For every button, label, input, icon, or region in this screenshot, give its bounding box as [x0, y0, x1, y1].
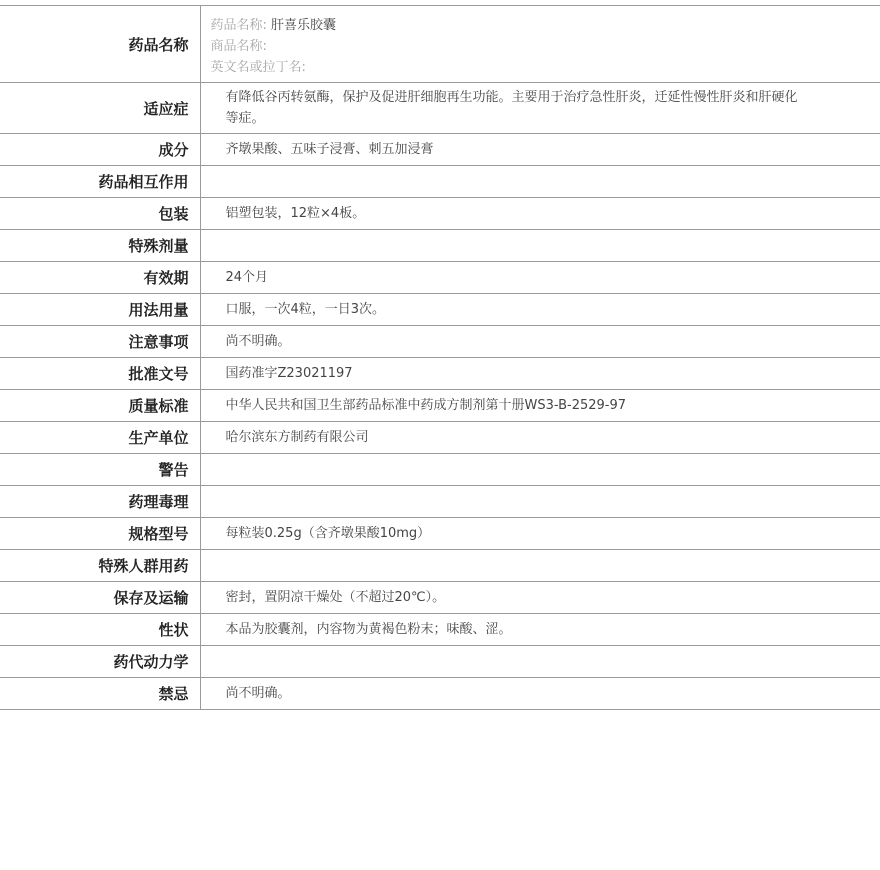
- table-row-indications: [0, 83, 880, 134]
- field-value-drug-name: [200, 6, 880, 83]
- field-label-packaging: 包装: [0, 198, 200, 230]
- field-label-quality-standard: 质量标准: [0, 390, 200, 422]
- field-label-pharmacology: 药理毒理: [0, 486, 200, 518]
- field-label-manufacturer: 生产单位: [0, 422, 200, 454]
- table-row-quality-standard: [0, 390, 880, 422]
- field-value-shelf-life: 24个月: [200, 262, 880, 294]
- field-value-interactions: [200, 166, 880, 198]
- field-label-storage: 保存及运输: [0, 582, 200, 614]
- field-label-interactions: 药品相互作用: [0, 166, 200, 198]
- field-label-special-dosage: 特殊剂量: [0, 230, 200, 262]
- field-label-description: 性状: [0, 614, 200, 646]
- field-label-contraindications: 禁忌: [0, 678, 200, 710]
- generic-name-line: [211, 15, 801, 36]
- field-label-specification: 规格型号: [0, 518, 200, 550]
- table-row-specification: [0, 518, 880, 550]
- field-value-usage: 口服，一次4粒，一日3次。: [200, 294, 880, 326]
- field-value-ingredients: 齐墩果酸、五味子浸膏、刺五加浸膏: [200, 134, 880, 166]
- field-value-pharmacology: [200, 486, 880, 518]
- field-label-shelf-life: 有效期: [0, 262, 200, 294]
- drug-info-table: [0, 5, 880, 710]
- trade-name-key: 商品名称:: [210, 39, 267, 54]
- table-row-warning: [0, 454, 880, 486]
- field-value-specification: 每粒装0.25g（含齐墩果酸10mg）: [200, 518, 880, 550]
- table-row-storage: [0, 582, 880, 614]
- table-row-contraindications: [0, 678, 880, 710]
- table-row-precautions: [0, 326, 880, 358]
- table-row-ingredients: [0, 134, 880, 166]
- field-label-special-populations: 特殊人群用药: [0, 550, 200, 582]
- field-label-warning: 警告: [0, 454, 200, 486]
- table-row-usage: [0, 294, 880, 326]
- english-name-line: [211, 57, 801, 78]
- table-row-description: [0, 614, 880, 646]
- table-row-special-populations: [0, 550, 880, 582]
- table-row-manufacturer: [0, 422, 880, 454]
- english-name-key: 英文名或拉丁名:: [210, 60, 306, 75]
- field-value-special-dosage: [200, 230, 880, 262]
- field-value-quality-standard: 中华人民共和国卫生部药品标准中药成方制剂第十册WS3-B-2529-97: [200, 390, 880, 422]
- generic-name-value: 肝喜乐胶囊: [271, 18, 337, 33]
- field-value-storage: 密封，置阴凉干燥处（不超过20℃）。: [200, 582, 880, 614]
- field-label-usage: 用法用量: [0, 294, 200, 326]
- field-value-description: 本品为胶囊剂，内容物为黄褐色粉末；味酸、涩。: [200, 614, 880, 646]
- field-value-special-populations: [200, 550, 880, 582]
- field-value-packaging: 铝塑包装，12粒×4板。: [200, 198, 880, 230]
- table-row-special-dosage: [0, 230, 880, 262]
- field-value-approval-number: 国药准字Z23021197: [200, 358, 880, 390]
- field-label-indications: 适应症: [0, 83, 200, 134]
- table-row-packaging: [0, 198, 880, 230]
- trade-name-line: [211, 36, 801, 57]
- table-row-shelf-life: [0, 262, 880, 294]
- table-row-approval-number: [0, 358, 880, 390]
- table-row-drug-name: [0, 6, 880, 83]
- field-label-precautions: 注意事项: [0, 326, 200, 358]
- field-label-drug-name: 药品名称: [0, 6, 200, 83]
- field-value-warning: [200, 454, 880, 486]
- generic-name-key: 药品名称:: [210, 18, 267, 33]
- table-row-pharmacokinetics: [0, 646, 880, 678]
- field-value-manufacturer: 哈尔滨东方制药有限公司: [200, 422, 880, 454]
- field-value-contraindications: 尚不明确。: [200, 678, 880, 710]
- field-value-precautions: 尚不明确。: [200, 326, 880, 358]
- table-row-pharmacology: [0, 486, 880, 518]
- field-label-approval-number: 批准文号: [0, 358, 200, 390]
- field-label-pharmacokinetics: 药代动力学: [0, 646, 200, 678]
- field-label-ingredients: 成分: [0, 134, 200, 166]
- field-value-pharmacokinetics: [200, 646, 880, 678]
- field-value-indications: 有降低谷丙转氨酶，保护及促进肝细胞再生功能。主要用于治疗急性肝炎，迁延性慢性肝炎和肝硬化等症。: [200, 83, 880, 134]
- table-row-interactions: [0, 166, 880, 198]
